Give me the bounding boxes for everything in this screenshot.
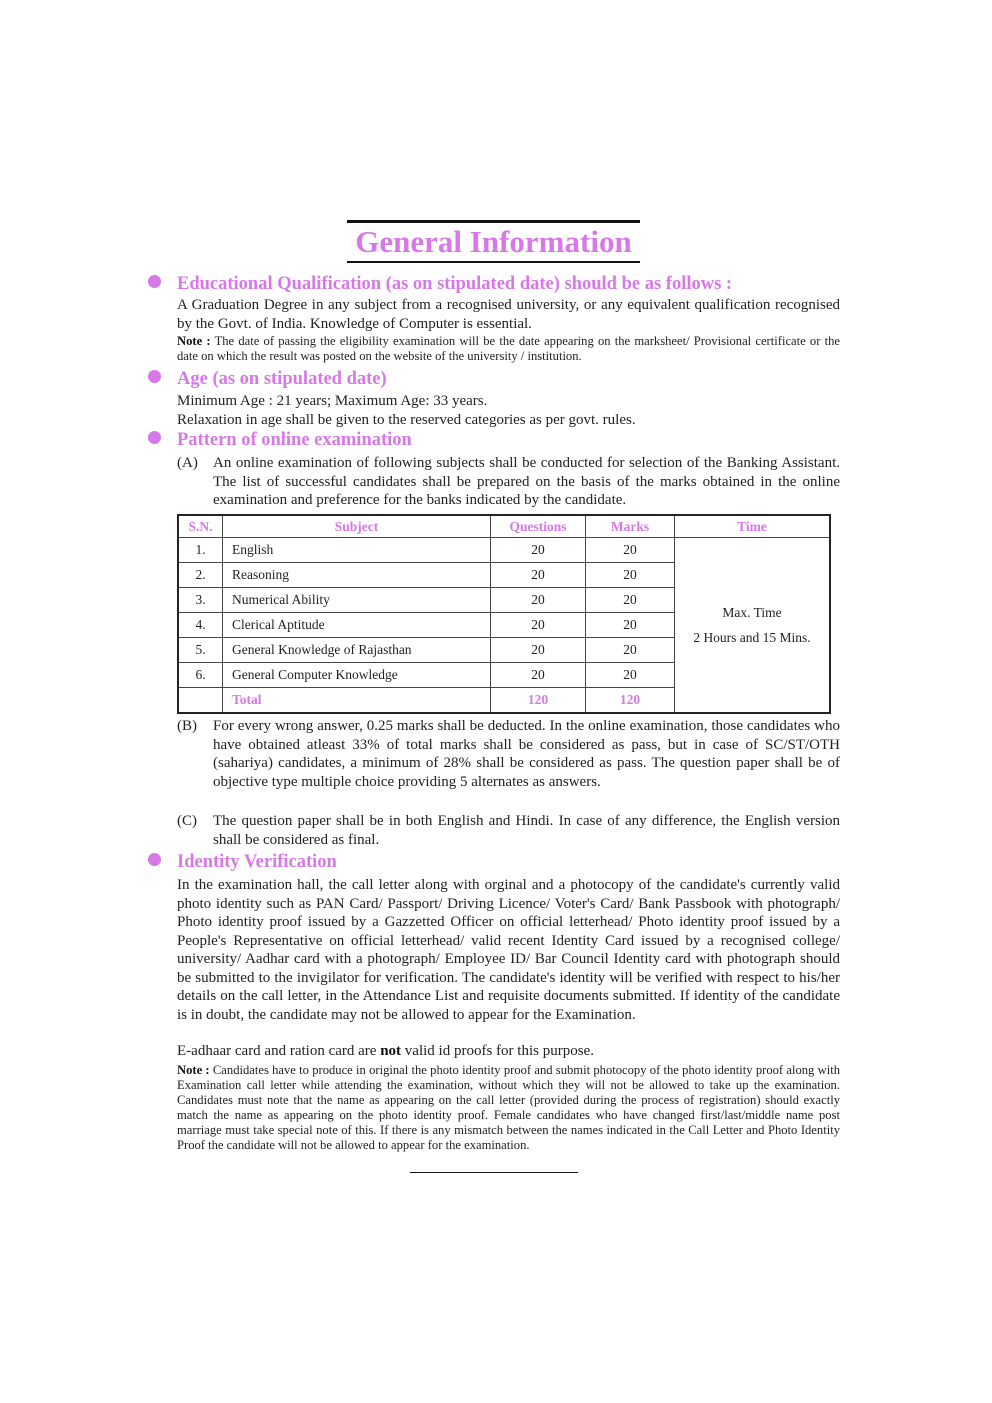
end-divider xyxy=(410,1172,578,1173)
age-heading-text: Age (as on stipulated date) xyxy=(177,369,387,389)
row-marks: 20 xyxy=(586,588,675,613)
item-c-text: The question paper shall be in both English and Hindi. In case of any difference, the English version shall be considered as final. xyxy=(213,813,840,848)
item-a-text: An online examination of following subjects shall be conducted for selection of the Banking Assistant. The list of successful candidates shall be prepared on the basis of the marks obtained in the online examination and preference for the banks indicated by the candidate. xyxy=(213,455,840,508)
row-sn: 4. xyxy=(178,613,223,638)
row-marks: 20 xyxy=(586,563,675,588)
pattern-item-c xyxy=(177,812,840,849)
row-sn: 2. xyxy=(178,563,223,588)
time-cell xyxy=(675,538,831,714)
eadhaar-line xyxy=(177,1042,840,1061)
total-label: Total xyxy=(223,688,491,714)
eadhaar-bold: not xyxy=(380,1043,402,1059)
col-time-header: Time xyxy=(675,515,831,538)
row-subject: Reasoning xyxy=(223,563,491,588)
pattern-item-a xyxy=(177,454,840,510)
row-questions: 20 xyxy=(491,663,586,688)
exam-pattern-table xyxy=(177,514,831,714)
page-title-block xyxy=(347,220,640,263)
eadhaar-pre: E-adhaar card and ration card are xyxy=(177,1043,377,1059)
title-bottom-rule xyxy=(347,261,640,263)
pattern-heading xyxy=(148,429,412,451)
row-marks: 20 xyxy=(586,663,675,688)
col-sn-header: S.N. xyxy=(178,515,223,538)
total-marks: 120 xyxy=(586,688,675,714)
col-marks-header: Marks xyxy=(586,515,675,538)
age-line-2: Relaxation in age shall be given to the reserved categories as per govt. rules. xyxy=(177,412,636,428)
pattern-item-b xyxy=(177,717,840,791)
education-note-label: Note : xyxy=(177,334,211,348)
table-header-row xyxy=(178,515,830,538)
bullet-icon xyxy=(148,431,161,444)
row-subject: Numerical Ability xyxy=(223,588,491,613)
row-marks: 20 xyxy=(586,613,675,638)
item-b-text: For every wrong answer, 0.25 marks shall be deducted. In the online examination, those candidates who have obtained atleast 33% of total marks shall be considered as pass, but in case of SC/ST/OTH (sahariya) candidates, a minimum of 28% shall be considered as pass. The question paper shall be of objective type multiple choice providing 5 alternates as answers. xyxy=(213,718,840,790)
item-b-label: (B) xyxy=(177,718,197,734)
pattern-heading-text: Pattern of online examination xyxy=(177,430,412,450)
row-questions: 20 xyxy=(491,563,586,588)
age-line-1: Minimum Age : 21 years; Maximum Age: 33 years. xyxy=(177,393,488,409)
eadhaar-post: valid id proofs for this purpose. xyxy=(404,1043,594,1059)
item-a-label: (A) xyxy=(177,455,198,471)
identity-note-label: Note : xyxy=(177,1063,210,1077)
identity-heading-text: Identity Verification xyxy=(177,852,337,872)
row-subject: English xyxy=(223,538,491,563)
row-sn: 3. xyxy=(178,588,223,613)
row-questions: 20 xyxy=(491,638,586,663)
education-note xyxy=(177,334,840,364)
bullet-icon xyxy=(148,275,161,288)
identity-text: In the examination hall, the call letter along with orginal and a photocopy of the candidate's currently valid photo identity such as PAN Card/ Passport/ Driving Licence/ Voter's Card/ Bank Passbook with photograph/ Photo identity proof issued by a Gazzetted Officer on official letterhead/ Photo identity proof issued by a People's Representative on official letterhead/ valid recent Identity Card issued by a recognised college/ university/ Aadhar card with a photograph/ Employee ID/ Bar Council Identity card with photograph should be submitted to the invigilator for verification. The candidate's identity will be verified with respect to his/her details on the call letter, in the Attendance List and requisite documents submitted. If identity of the candidate is in doubt, the candidate may not be allowed to appear for the Examination. xyxy=(177,877,840,1023)
row-marks: 20 xyxy=(586,538,675,563)
row-subject: General Computer Knowledge xyxy=(223,663,491,688)
education-heading xyxy=(148,273,732,295)
bullet-icon xyxy=(148,853,161,866)
education-heading-text: Educational Qualification (as on stipulated date) should be as follows : xyxy=(177,274,733,294)
row-sn: 5. xyxy=(178,638,223,663)
row-questions: 20 xyxy=(491,538,586,563)
education-note-text: The date of passing the eligibility examination will be the date appearing on the marksheet/ Provisional certificate or the date on which the result was posted on the website of the university / institution. xyxy=(177,334,840,363)
row-subject: Clerical Aptitude xyxy=(223,613,491,638)
bullet-icon xyxy=(148,370,161,383)
item-c-label: (C) xyxy=(177,813,197,829)
row-sn: 6. xyxy=(178,663,223,688)
col-subject-header: Subject xyxy=(223,515,491,538)
row-sn: 1. xyxy=(178,538,223,563)
row-subject: General Knowledge of Rajasthan xyxy=(223,638,491,663)
total-questions: 120 xyxy=(491,688,586,714)
identity-note-text: Candidates have to produce in original the photo identity proof and submit photocopy of the photo identity proof along with Examination call letter while attending the examination, without which they will not be allowed to take up the examination. Candidates must note that the name as appearing on the call letter (provided during the process of registration) should exactly match the name as appearing on the photo identity proof. Female candidates who have changed first/last/middle name post marriage must take special note of this. If there is any mismatch between the names indicated in the Call Letter and Photo Identity Proof the candidate will not be allowed to appear for the examination. xyxy=(177,1063,840,1152)
time-line-2: 2 Hours and 15 Mins. xyxy=(693,630,811,645)
row-questions: 20 xyxy=(491,613,586,638)
col-questions-header: Questions xyxy=(491,515,586,538)
education-text: A Graduation Degree in any subject from a recognised university, or any equivalent qualification recognised by the Govt. of India. Knowledge of Computer is essential. xyxy=(177,297,840,332)
title-top-rule xyxy=(347,220,640,223)
row-questions: 20 xyxy=(491,588,586,613)
identity-heading xyxy=(148,851,337,873)
time-line-1: Max. Time xyxy=(722,605,782,620)
page-title: General Information xyxy=(355,224,632,259)
table-row xyxy=(178,538,830,563)
total-sn-empty xyxy=(178,688,223,714)
identity-note xyxy=(177,1063,840,1153)
age-heading xyxy=(148,368,387,390)
row-marks: 20 xyxy=(586,638,675,663)
